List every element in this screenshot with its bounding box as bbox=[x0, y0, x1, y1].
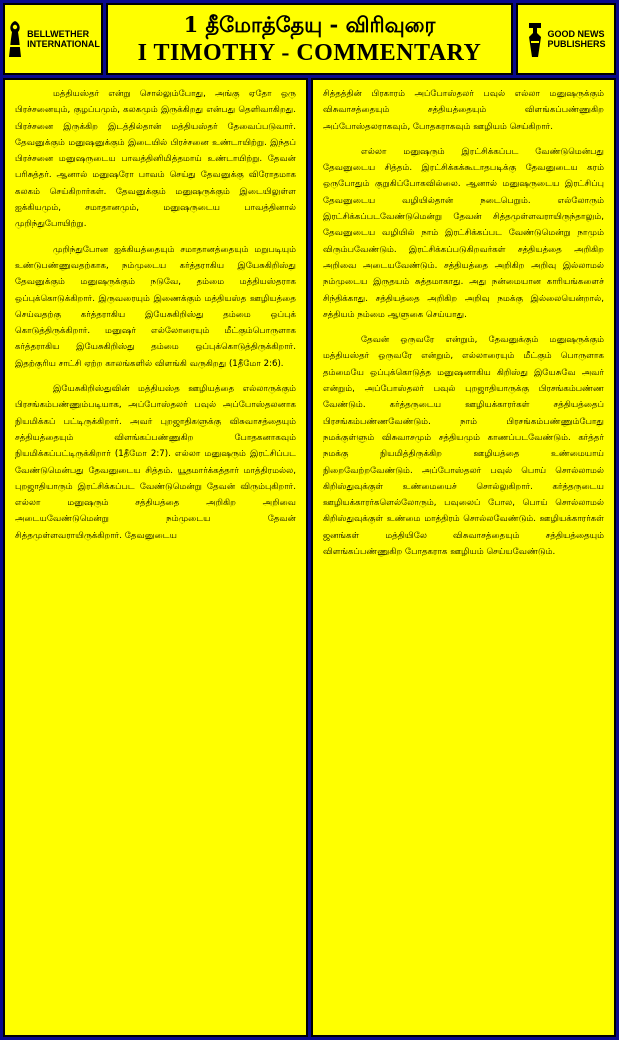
herald-trumpet-icon bbox=[526, 19, 544, 59]
commentary-body bbox=[3, 78, 616, 1037]
right-paragraph-3: தேவன் ஒருவரே என்றும், தேவனுக்கும் மனுஷருக்கும் மத்தியஸ்தர் ஒருவரே என்றும், எல்லாரையும் மீட்கும் பொருளாக தம்மையே ஒப்புக்கொடுத்த மனுஷனாகிய கிறிஸ்து இயேசுவே அவர் என்றும், அப்போஸ்தலர் பவுல் புறஜாதியாருக்கு பிரசங்கம்பண்ண வேண்டும். கர்த்தருடைய ஊழியக்காரர்கள் சத்தியத்தைப் பிரசங்கம்பண்ணவேண்டும். நாம் பிரசங்கம்பண்ணும்போது நமக்குள்ளும் விசுவாசமும் சத்தியமும் காணப்படவேண்டும். கர்த்தர் நமக்கு நியமித்திருக்கிற ஊழியத்தை உண்மையாய் நிறைவேற்றவேண்டும். அப்போஸ்தலர் பவுல் பொய் சொல்லாமல் கிறிஸ்துவுக்குள் உண்மையைச் சொல்லுகிறார். கர்த்தருடைய ஊழியக்காரர்களெல்லோரும், பவுலைப் போல, பொய் சொல்லாமல் கிறிஸ்துவுக்குள் உண்மை மாத்திரம் சொல்லவேண்டும். ஊழியக்காரர்கள் ஜனங்கள் மத்தியிலே விசுவாசத்தையும் சத்தியத்தையும் விளங்கப்பண்ணுகிற போதகராக ஊழியம் செய்யவேண்டும். bbox=[323, 335, 604, 558]
left-paragraph-3: இயேசுகிறிஸ்துவின் மத்தியஸ்த ஊழியத்தை எல்லாருக்கும் பிரசங்கம்பண்ணும்படியாக, அப்போஸ்தலர் பவுல் அப்போஸ்தலனாக நியமிக்கப் பட்டிருக்கிறார். அவர் புறஜாதிகளுக்கு விசுவாசத்தையும் சத்தியத்தையும் விளங்கப்பண்ணுகிற போதகனாகவும் நியமிக்கப்பட்டிருக்கிறார் (1தீமோ 2:7). எல்லா மனுஷரும் இரட்சிப்பட வேண்டுமென்பது தேவனுடைய சித்தம். யூதமார்க்கத்தார் மாத்திரமல்ல, புறஜாதியாரும் இரட்சிக்கப்பட வேண்டுமென்று தேவன் விரும்புகிறார். எல்லா மனுஷரும் சத்தியத்தை அறிகிற அறிவை அடையவேண்டுமென்று நம்முடைய தேவன் சித்தமுள்ளவராயிருக்கிறார். தேவனுடைய bbox=[15, 384, 296, 541]
bellwether-ram-icon bbox=[6, 19, 24, 59]
bellwether-logo bbox=[6, 19, 100, 59]
bellwether-logo-box bbox=[3, 3, 103, 75]
good-news-logo bbox=[526, 19, 605, 59]
title-box bbox=[106, 3, 513, 75]
good-news-logo-box bbox=[516, 3, 616, 75]
page-title-english: I TIMOTHY - COMMENTARY bbox=[137, 40, 482, 66]
right-paragraph-2: எல்லா மனுஷரும் இரட்சிக்கப்பட வேண்டுமென்பது தேவனுடைய சித்தம். இரட்சிக்கக்கூடாதபடிக்கு தேவனுடைய கரம் ஒருபோதும் குறுகிப்போகவில்லை. ஆனால் மனுஷருடைய இரட்சிப்பு தேவனுடைய வழியில்தான் நடைபெறும். எல்லோரும் இரட்சிக்கப்படவேண்டுமென்று தேவன் சித்தமுள்ளவராயிருந்தாலும், தேவனுடைய வழியில் நாம் இரட்சிக்கப்பட வேண்டுமென்று நாமும் விரும்பவேண்டும். இரட்சிக்கப்படுகிறவர்கள் சத்தியத்தை அறிகிற அறிவை அடையவேண்டும். சத்தியத்தை அறிகிற அறிவு இல்லாமல் நம்முடைய இருதயம் சுத்தமாகாது. அது நன்மையான காரியங்களைச் சிந்திக்காது. சத்தியத்தை அறிகிற அறிவு நமக்கு இல்லையென்றால், சத்தியம் நம்மை ஆளுகை செய்யாது. bbox=[323, 146, 604, 320]
left-column bbox=[3, 78, 308, 1037]
right-paragraph-1: சித்தத்தின் பிரகாரம் அப்போஸ்தலர் பவுல் எல்லா மனுஷருக்கும் விசுவாசத்தையும் சத்தியத்தையும் விளங்கப்பண்ணுகிற அப்போஸ்தலராகவும், போதகராகவும் ஊழியம் செய்கிறார். bbox=[323, 89, 604, 132]
left-paragraph-2: முறிந்துபோன ஐக்கியத்தையும் சமாதானத்தையும் மறுபடியும் உண்டுபண்ணுவதற்காக, நம்முடைய கர்த்தராகிய இயேசுகிறிஸ்து தேவனுக்கும் மனுஷருக்கும் நடுவே, தம்மை மத்தியஸ்தராக ஒப்புக்கொடுக்கிறார். இருவரையும் இணைக்கும் மத்தியஸ்த ஊழியத்தை செய்வதற்கு கர்த்தராகிய இயேசுகிறிஸ்து தம்மை ஒப்புக் கொடுத்திருக்கிறார். மனுஷர் எல்லோரையும் மீட்கும்பொருளாக கர்த்தராகிய இயேசுகிறிஸ்து தம்மை ஒப்புக்கொடுத்திருக்கிறார். இதற்குரிய சாட்சி ஏற்ற காலங்களில் விளங்கி வருகிறது (1தீமோ 2:6). bbox=[15, 244, 296, 369]
left-logo-line2: INTERNATIONAL bbox=[27, 39, 100, 49]
right-logo-line2: PUBLISHERS bbox=[547, 39, 606, 49]
right-logo-line1: GOOD NEWS bbox=[547, 29, 605, 39]
left-paragraph-1: மத்தியஸ்தர் என்று சொல்லும்போது, அங்கு ஏதோ ஒரு பிரச்சனையும், குழப்பமும், கலகமும் இருக்கிறது என்பது தெளிவாகிறது. பிரச்சனை இருக்கிற இடத்தில்தான் மத்தியஸ்தர் தேவைப்படுவார். தேவனுக்கும் மனுஷனுக்கும் இடையில் பிரச்சனை உண்டாயிற்று. இந்தப் பிரச்சனை மனுஷருடைய பாவத்தினிமித்தமாய் உண்டாயிற்று. தேவன் பரிசுத்தர். ஆனால் மனுஷரோ பாவம் செய்து தேவனுக்கு விரோதமாக கலகம் செய்கிறார்கள். தேவனுக்கும் மனுஷருக்கும் இடையிலுள்ள ஐக்கியமும், சமாதானமும், மனுஷருடைய பாவத்தினால் முறிந்துபோயிற்று. bbox=[15, 89, 296, 230]
page-header bbox=[3, 3, 616, 75]
page-title-tamil: 1 தீமோத்தேயு - விரிவுரை bbox=[183, 12, 436, 37]
right-column bbox=[311, 78, 616, 1037]
left-logo-line1: BELLWETHER bbox=[27, 29, 90, 39]
